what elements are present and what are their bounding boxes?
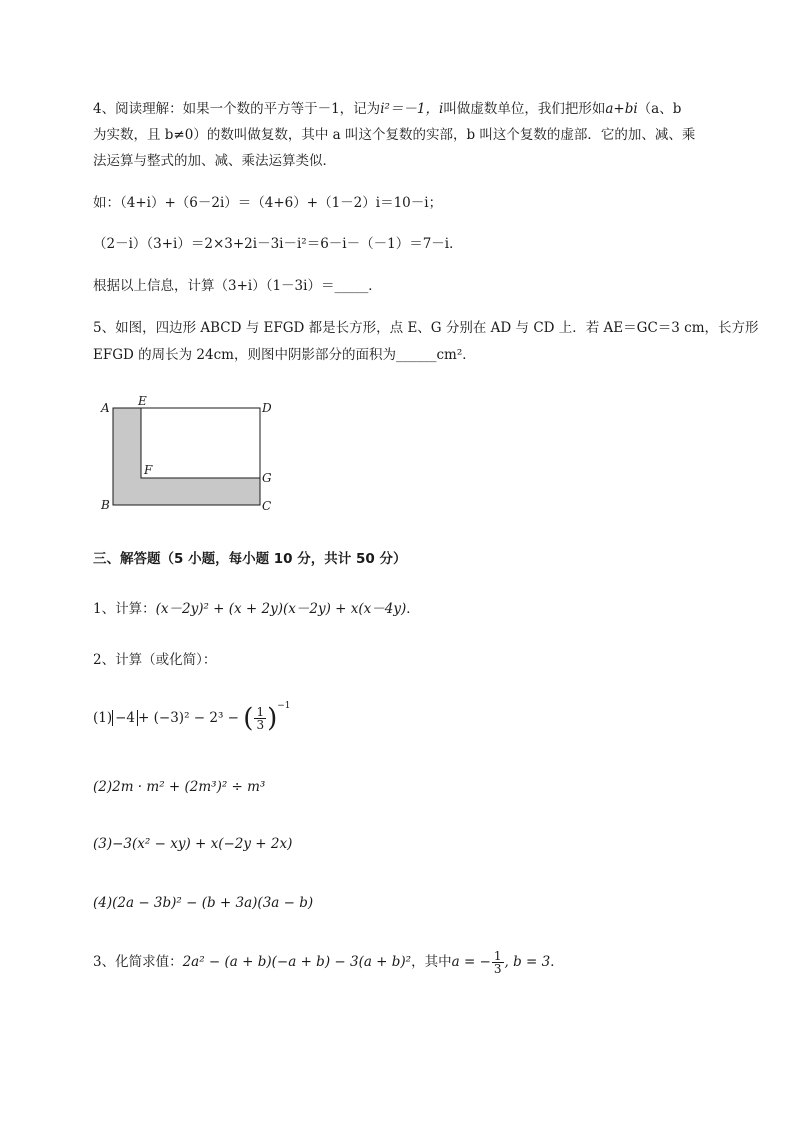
q4-line-1 [93, 99, 744, 119]
p1-suffix: ． [406, 601, 420, 617]
p2-sub-4: (4)(2a − 3b)² − (b + 3a)(3a − b) [93, 895, 314, 911]
q5-line-1: 5、如图，四边形 ABCD 与 EFGD 都是长方形，点 E、G 分别在 AD 与 CD 上．若 AE＝GC＝3 cm，长方形 [93, 320, 759, 336]
label-d: D [262, 401, 272, 415]
p3-fraction [492, 950, 504, 975]
q4-i-squared: i²＝－1， [380, 101, 440, 117]
q4-example-2: （2－i）（3+i）＝2×3+2i－3i－i²＝6－i－（－1）＝7－i． [93, 236, 463, 252]
p2-sub-3: (3)−3(x² − xy) + x(−2y + 2x) [93, 836, 293, 852]
label-g: G [262, 471, 272, 485]
p1-line [93, 599, 744, 619]
p3-line [93, 950, 744, 975]
p3-den: 3 [493, 962, 502, 976]
q4-text-1c: 叫做虚数单位，我们把形如 [443, 101, 606, 117]
p2-s1-den: 3 [256, 718, 265, 732]
p2-s1-body: + (−3)² − 2³ − [138, 710, 244, 726]
p3-num: 1 [493, 949, 502, 963]
section-3-title: 三、解答题（5 小题，每小题 10 分，共计 50 分） [93, 551, 407, 567]
p3-cond-b: , b = 3 [504, 954, 551, 970]
p2-title: 2、计算（或化简）： [93, 652, 217, 668]
p1-prefix: 1、计算： [93, 601, 156, 617]
shaded-region [113, 408, 260, 505]
q4-question: 根据以上信息，计算（3+i）（1－3i）＝_____． [93, 278, 382, 294]
q4-text-1d: （a、b [637, 101, 682, 117]
label-c: C [262, 499, 272, 513]
p3-suffix: ． [550, 954, 564, 970]
q4-abi: a+bi [605, 101, 638, 117]
p2-sub-1 [93, 701, 744, 734]
q5-line-2: EFGD 的周长为 24cm，则图中阴影部分的面积为______cm²． [93, 347, 476, 363]
p2-s1-exponent: −1 [277, 701, 291, 711]
p1-expression: (x－2y)² + (x + 2y)(x－2y) + x(x－4y) [155, 601, 407, 617]
q4-example-1: 如：（4+i）+（6－2i）＝（4+6）+（1－2）i＝10－i； [93, 195, 443, 211]
label-a: A [101, 401, 110, 415]
p2-s1-num: 1 [256, 705, 265, 719]
rectangle-efgd [141, 408, 260, 478]
p2-sub-2: (2)2m · m² + (2m³)² ÷ m³ [93, 779, 266, 795]
p3-expression: 2a² − (a + b)(−a + b) − 3(a + b)² [182, 954, 412, 970]
p2-s1-lparen: ( [243, 703, 254, 734]
p3-mid: ，其中 [411, 954, 452, 970]
label-f: F [144, 463, 153, 477]
p2-s1-abs: −4 [112, 710, 138, 726]
p2-s1-rparen: ) [267, 703, 278, 734]
p2-s1-prefix: (1) [93, 710, 113, 726]
p2-s1-fraction [254, 706, 266, 731]
q4-line-2: 为实数，且 b≠0）的数叫做复数，其中 a 叫这个复数的实部，b 叫这个复数的虚部．它的加、减、乘 [93, 127, 696, 143]
p3-cond-a: a = − [451, 954, 491, 970]
q4-line-3: 法运算与整式的加、减、乘法运算类似． [93, 153, 336, 169]
label-e: E [138, 394, 147, 408]
q4-i: i [439, 101, 444, 117]
q5-figure [96, 392, 286, 518]
q4-text-1: 4、阅读理解：如果一个数的平方等于－1，记为 [93, 101, 381, 117]
p3-prefix: 3、化简求值： [93, 954, 183, 970]
label-b: B [101, 498, 110, 512]
